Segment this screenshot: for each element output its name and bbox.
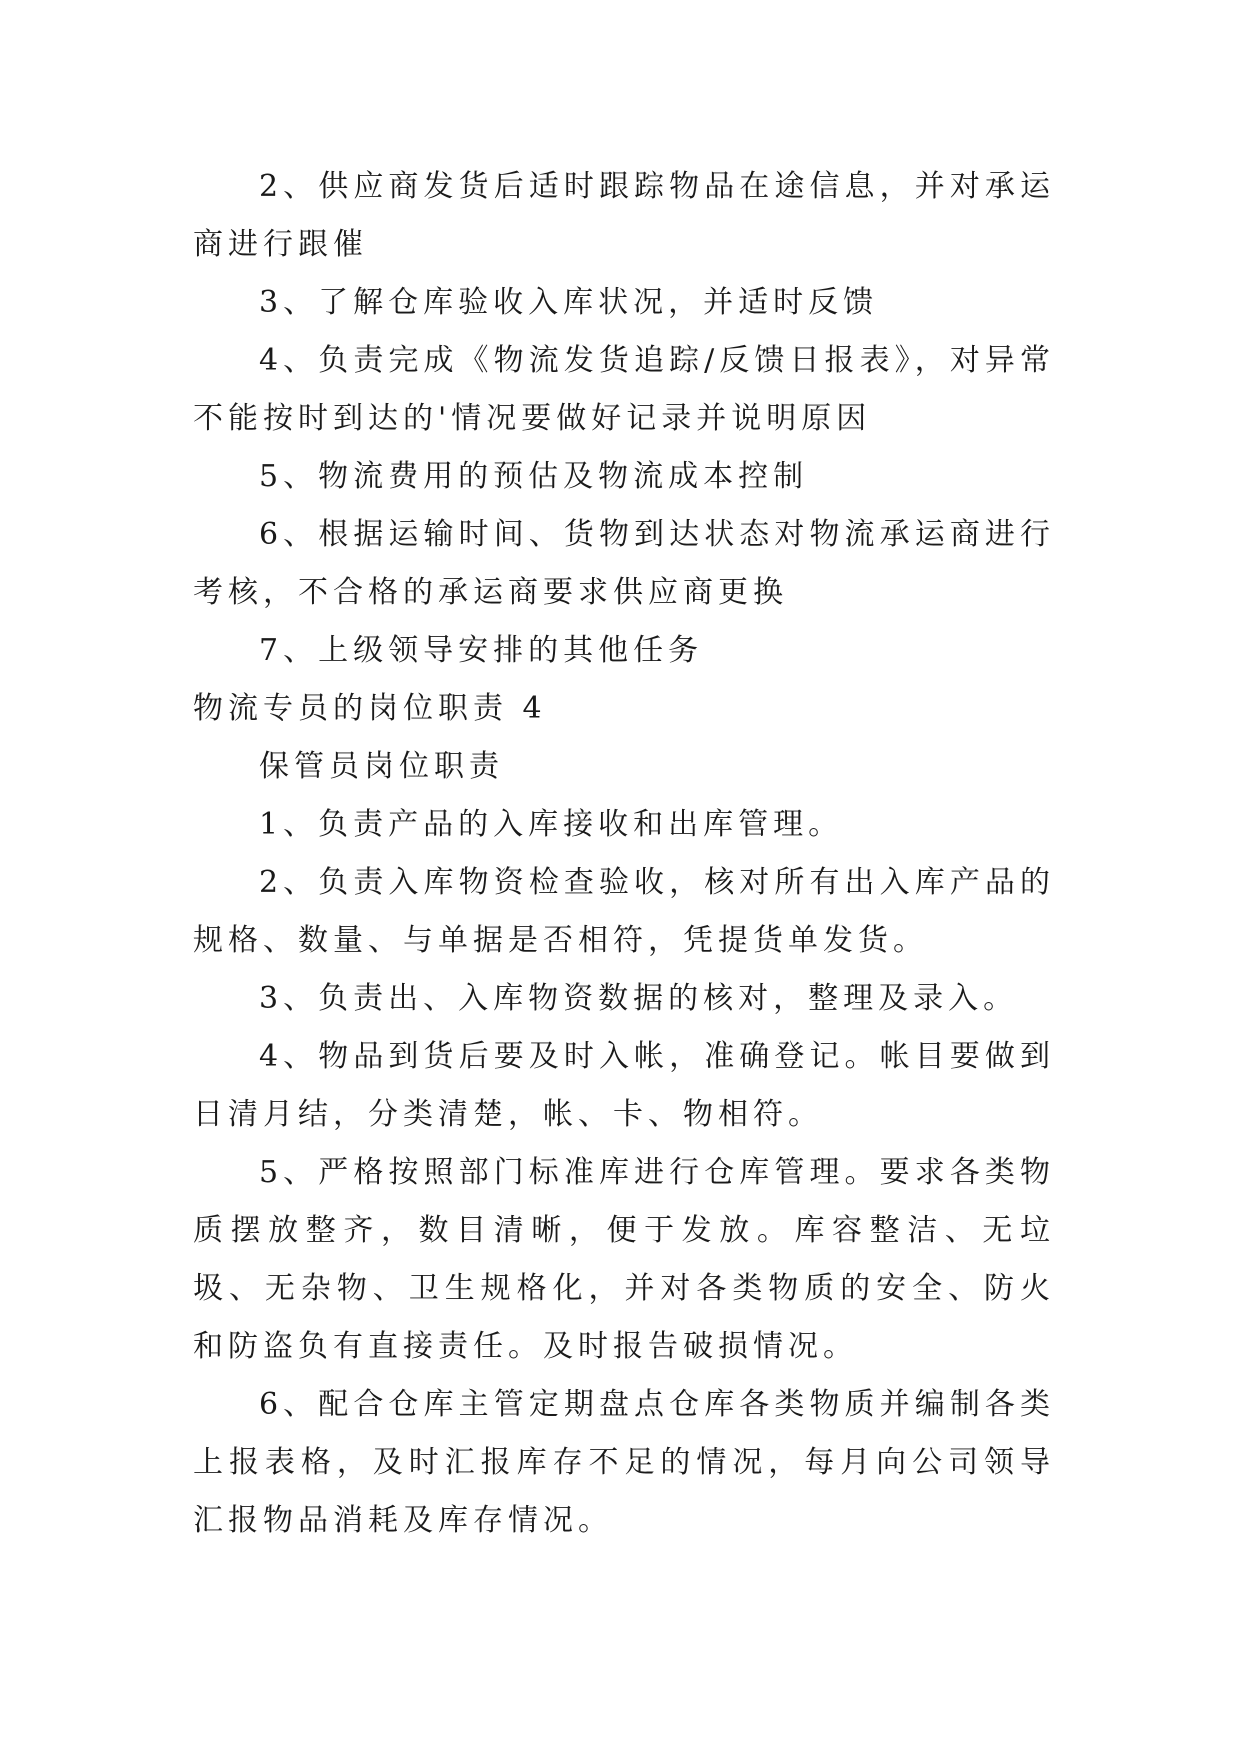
paragraph-duty-6: 6、配合仓库主管定期盘点仓库各类物质并编制各类上报表格，及时汇报库存不足的情况，每月向公司领导汇报物品消耗及库存情况。 (193, 1387, 1055, 1538)
paragraph-item-6-carrier-assessment: 6、根据运输时间、货物到达状态对物流承运商进行考核，不合格的承运商要求供应商更换 (193, 517, 1055, 610)
paragraph-item-5-cost-control: 5、物流费用的预估及物流成本控制 (259, 459, 809, 494)
paragraph-item-4-daily-report: 4、负责完成《物流发货追踪/反馈日报表》，对异常不能按时到达的'情况要做好记录并说明原因 (193, 343, 1055, 436)
section-heading: 物流专员的岗位职责 4 (193, 691, 547, 726)
paragraph-duty-4: 4、物品到货后要及时入帐，准确登记。帐目要做到日清月结，分类清楚，帐、卡、物相符。 (193, 1039, 1055, 1132)
document-body (193, 158, 1055, 1550)
paragraph-duty-1: 1、负责产品的入库接收和出库管理。 (259, 807, 844, 842)
paragraph-duty-5: 5、严格按照部门标准库进行仓库管理。要求各类物质摆放整齐，数目清晰，便于发放。库容整洁、无垃圾、无杂物、卫生规格化，并对各类物质的安全、防火和防盗负有直接责任。及时报告破损情况。 (193, 1155, 1055, 1364)
paragraph-duty-2: 2、负责入库物资检查验收，核对所有出入库产品的规格、数量、与单据是否相符，凭提货单发货。 (193, 865, 1055, 958)
paragraph-item-2-follow-up: 2、供应商发货后适时跟踪物品在途信息，并对承运商进行跟催 (193, 169, 1055, 262)
subsection-title: 保管员岗位职责 (259, 749, 504, 784)
paragraph-item-7-other-tasks: 7、上级领导安排的其他任务 (259, 633, 704, 668)
paragraph-duty-3: 3、负责出、入库物资数据的核对，整理及录入。 (259, 981, 1019, 1016)
paragraph-item-3-warehouse-feedback: 3、了解仓库验收入库状况，并适时反馈 (259, 285, 879, 320)
